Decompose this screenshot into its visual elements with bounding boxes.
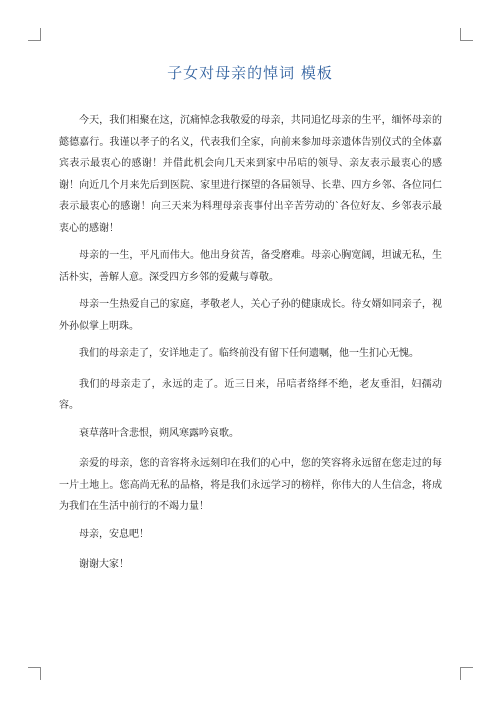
paragraph-3: 母亲一生热爱自己的家庭，孝敬老人，关心子孙的健康成长。待女婿如同亲子，视外孙似掌上明珠。: [59, 299, 442, 332]
document-title: 子女对母亲的悼词 模板: [167, 64, 333, 82]
paragraph-5: 我们的母亲走了，永远的走了。近三日来，吊唁者络绎不绝，老友垂泪，妇孺动容。: [59, 378, 442, 411]
crop-mark-top-left: [28, 28, 41, 41]
paragraph-1: 今天，我们相聚在这，沉痛悼念我敬爱的母亲，共同追忆母亲的生平，缅怀母亲的懿德嘉行。我谨以孝子的名义，代表我们全家，向前来参加母亲遗体告别仪式的全体嘉宾表示最衷心的感谢！并借此机会向几天来到家中吊唁的领导、亲友表示最衷心的感谢！向近几个月来先后到医院、家里进行探望的各届领导、长辈、四方乡邻、各位同仁表示最衷心的感谢！向三天来为料理母亲丧事付出辛苦劳动的`各位好友、乡邻表示最衷心的感谢！: [59, 115, 442, 234]
paragraph-7: 亲爱的母亲，您的音容将永远刻印在我们的心中，您的笑容将永远留在您走过的每一片土地上。您高尚无私的品格，将是我们永远学习的榜样，你伟大的人生信念，将成为我们在生活中前行的不竭力量！: [59, 458, 442, 512]
crop-mark-bottom-left: [28, 667, 41, 680]
paragraph-2: 母亲的一生，平凡而伟大。他出身贫苦，备受磨难。母亲心胸宽阔，坦诚无私，生活朴实，善解人意。深受四方乡邻的爱戴与尊敬。: [59, 250, 442, 283]
crop-mark-bottom-right: [460, 667, 473, 680]
crop-mark-top-right: [460, 28, 473, 41]
paragraph-9: 谢谢大家！: [79, 559, 129, 570]
document-body: [59, 110, 442, 585]
paragraph-8: 母亲，安息吧！: [79, 528, 149, 540]
paragraph-6: 衰草落叶含悲恨，朔风寒露吟哀歌。: [79, 427, 239, 439]
paragraph-4: 我们的母亲走了，安详地走了。临终前没有留下任何遗嘱，他一生扪心无愧。: [79, 348, 419, 359]
